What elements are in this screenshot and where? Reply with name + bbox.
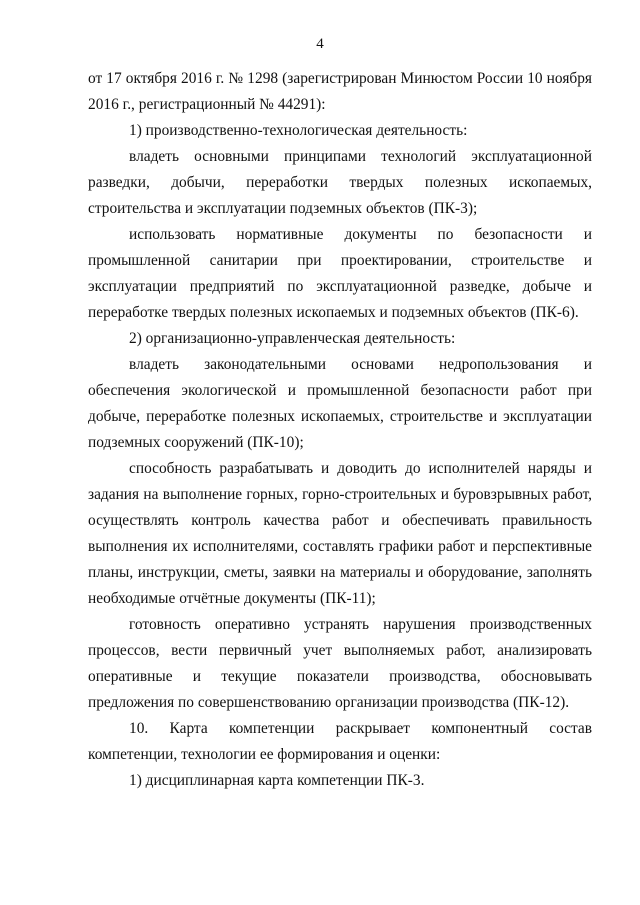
paragraph-pk-12: готовность оперативно устранять нарушения производственных процессов, вести первичный учет выполняемых работ, анализировать оперативные и текущие показатели производства, обосновывать предложения по совершенствованию организации производства (ПК-12). [88,616,592,711]
paragraph-pk-11: способность разрабатывать и доводить до исполнителей наряды и задания на выполнение горных, горно-строительных и буровзрывных работ, осуществлять контроль качества работ и обеспечивать правильность выполнения их исполнителями, составлять графики работ и перспективные планы, инструкции, сметы, заявки на материалы и оборудование, заполнять необходимые отчётные документы (ПК-11); [88,460,592,607]
paragraph-section-production-technology: 1) производственно-технологическая деятельность: [129,122,468,139]
paragraph-pk-6: использовать нормативные документы по безопасности и промышленной санитарии при проектировании, строительстве и эксплуатации предприятий по эксплуатационной разведке, добыче и переработке твердых полезных ископаемых и подземных объектов (ПК-6). [88,226,592,321]
document-body [88,66,592,794]
page-number: 4 [316,36,324,52]
paragraph-pk-3: владеть основными принципами технологий эксплуатационной разведки, добычи, переработки твердых полезных ископаемых, строительства и эксплуатации подземных объектов (ПК-3); [88,148,592,217]
paragraph-pk-10: владеть законодательными основами недропользования и обеспечения экологической и промышленной безопасности работ при добыче, переработке полезных ископаемых, строительстве и эксплуатации подземных сооружений (ПК-10); [88,356,592,451]
paragraph-section-organizational-management: 2) организационно-управленческая деятельность: [129,330,456,347]
paragraph-order-reference: от 17 октября 2016 г. № 1298 (зарегистрирован Минюстом России 10 ноября 2016 г., регистрационный № 44291): [88,70,592,113]
paragraph-disciplinary-map: 1) дисциплинарная карта компетенции ПК-3. [129,772,425,789]
paragraph-competence-map: 10. Карта компетенции раскрывает компонентный состав компетенции, технологии ее формирования и оценки: [88,720,592,763]
